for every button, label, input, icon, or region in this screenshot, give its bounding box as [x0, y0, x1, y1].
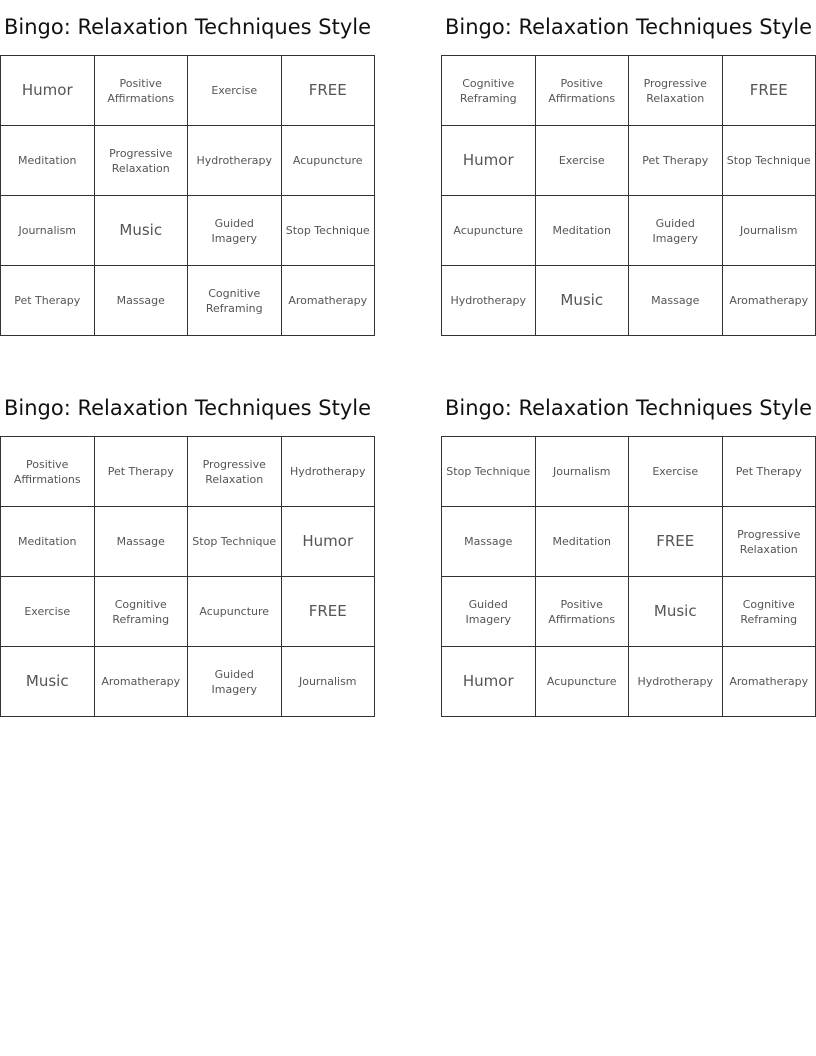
bingo-cell: Music: [1, 647, 95, 717]
bingo-grid: [441, 436, 816, 717]
bingo-card-1: [0, 0, 375, 336]
bingo-cell: Meditation: [536, 196, 630, 266]
bingo-cell: Hydrotherapy: [282, 437, 376, 507]
bingo-cell: Cognitive Reframing: [723, 577, 816, 647]
bingo-cell: Positive Affirmations: [1, 437, 95, 507]
bingo-cell: Exercise: [629, 437, 723, 507]
bingo-cell: Journalism: [723, 196, 816, 266]
bingo-cell: Acupuncture: [536, 647, 630, 717]
bingo-cell: Music: [95, 196, 189, 266]
bingo-cell: Pet Therapy: [1, 266, 95, 336]
bingo-cell: Massage: [95, 507, 189, 577]
bingo-cell: Pet Therapy: [723, 437, 816, 507]
bingo-cell-free: FREE: [282, 56, 376, 126]
bingo-cell: Cognitive Reframing: [95, 577, 189, 647]
bingo-cell: Hydrotherapy: [629, 647, 723, 717]
card-title: Bingo: Relaxation Techniques Style: [444, 396, 813, 420]
bingo-cell: Humor: [442, 647, 536, 717]
bingo-cell: Progressive Relaxation: [723, 507, 816, 577]
bingo-cell: Exercise: [1, 577, 95, 647]
bingo-cell: Journalism: [1, 196, 95, 266]
bingo-cell: Acupuncture: [188, 577, 282, 647]
bingo-cell: Aromatherapy: [282, 266, 376, 336]
bingo-cell: Exercise: [188, 56, 282, 126]
bingo-cell: Stop Technique: [188, 507, 282, 577]
bingo-cell: Guided Imagery: [629, 196, 723, 266]
bingo-cell: Acupuncture: [282, 126, 376, 196]
bingo-cell: Massage: [95, 266, 189, 336]
bingo-cell: Acupuncture: [442, 196, 536, 266]
bingo-cell: Pet Therapy: [629, 126, 723, 196]
bingo-card-2: [441, 0, 816, 336]
bingo-cell-free: FREE: [282, 577, 376, 647]
bingo-grid: [0, 436, 375, 717]
bingo-cell: Massage: [629, 266, 723, 336]
card-title: Bingo: Relaxation Techniques Style: [444, 15, 813, 39]
bingo-cell: Guided Imagery: [188, 196, 282, 266]
bingo-cell: Massage: [442, 507, 536, 577]
card-title: Bingo: Relaxation Techniques Style: [3, 15, 372, 39]
bingo-cell: Humor: [282, 507, 376, 577]
bingo-cell: Journalism: [282, 647, 376, 717]
bingo-card-3: [0, 381, 375, 717]
bingo-grid: [0, 55, 375, 336]
bingo-cell: Guided Imagery: [188, 647, 282, 717]
bingo-cell: Exercise: [536, 126, 630, 196]
bingo-cell: Stop Technique: [282, 196, 376, 266]
bingo-cell: Guided Imagery: [442, 577, 536, 647]
bingo-cell: Stop Technique: [442, 437, 536, 507]
bingo-cell: Aromatherapy: [723, 647, 816, 717]
bingo-cell: Humor: [442, 126, 536, 196]
bingo-cell: Hydrotherapy: [188, 126, 282, 196]
bingo-cell: Aromatherapy: [95, 647, 189, 717]
bingo-card-4: [441, 381, 816, 717]
bingo-grid: [441, 55, 816, 336]
bingo-cell: Meditation: [536, 507, 630, 577]
bingo-cell: Meditation: [1, 507, 95, 577]
bingo-cell: Hydrotherapy: [442, 266, 536, 336]
bingo-cell: Cognitive Reframing: [442, 56, 536, 126]
bingo-cell: Music: [536, 266, 630, 336]
card-title: Bingo: Relaxation Techniques Style: [3, 396, 372, 420]
bingo-cell: Progressive Relaxation: [95, 126, 189, 196]
bingo-cell: Positive Affirmations: [95, 56, 189, 126]
bingo-cell-free: FREE: [629, 507, 723, 577]
bingo-cell: Cognitive Reframing: [188, 266, 282, 336]
bingo-cell: Humor: [1, 56, 95, 126]
bingo-cell: Music: [629, 577, 723, 647]
bingo-cell: Journalism: [536, 437, 630, 507]
bingo-cell: Pet Therapy: [95, 437, 189, 507]
bingo-cell: Positive Affirmations: [536, 577, 630, 647]
bingo-cell: Progressive Relaxation: [188, 437, 282, 507]
bingo-cell: Progressive Relaxation: [629, 56, 723, 126]
bingo-cell: Positive Affirmations: [536, 56, 630, 126]
bingo-cell: Meditation: [1, 126, 95, 196]
bingo-cell: Stop Technique: [723, 126, 816, 196]
bingo-cell: Aromatherapy: [723, 266, 816, 336]
bingo-cell-free: FREE: [723, 56, 816, 126]
